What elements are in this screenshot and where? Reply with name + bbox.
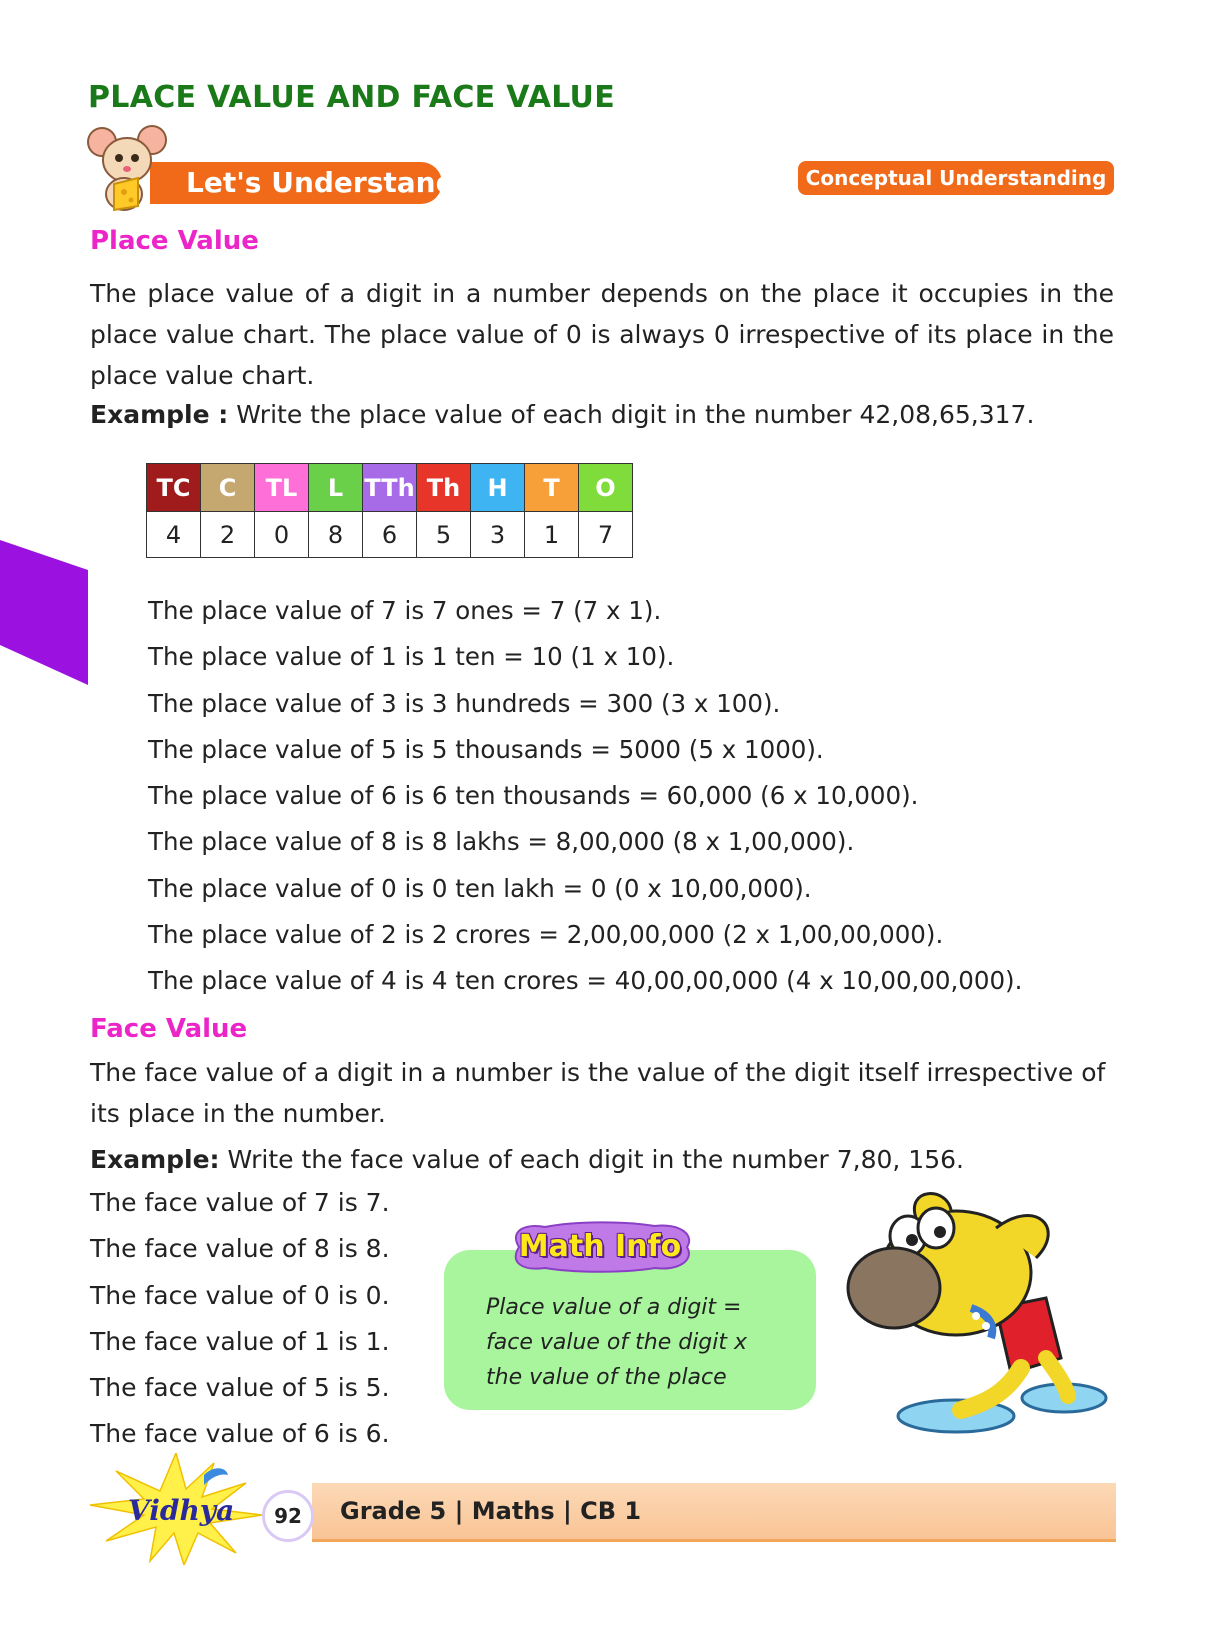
list-item: The place value of 6 is 6 ten thousands = 60,000 (6 x 10,000). (148, 781, 919, 811)
chart-header-tth: TTh (363, 464, 417, 512)
chart-header-tl: TL (255, 464, 309, 512)
list-item: The place value of 8 is 8 lakhs = 8,00,000 (8 x 1,00,000). (148, 827, 855, 857)
example-label: Example: (90, 1145, 220, 1174)
footer-subject: Maths (471, 1497, 555, 1525)
place-value-chart-digit-row (147, 512, 633, 558)
list-item: The face value of 5 is 5. (90, 1373, 390, 1403)
list-item: The face value of 0 is 0. (90, 1280, 390, 1310)
math-info-label: Math Info (518, 1229, 682, 1264)
conceptual-understanding-badge: Conceptual Understanding (798, 161, 1114, 195)
list-item: The place value of 0 is 0 ten lakh = 0 (0 x 10,00,000). (148, 873, 812, 903)
list-item: The place value of 2 is 2 crores = 2,00,00,000 (2 x 1,00,00,000). (148, 920, 944, 950)
list-item: The face value of 8 is 8. (90, 1234, 390, 1264)
chart-header-c: C (201, 464, 255, 512)
math-info-line: Place value of a digit = (486, 1295, 742, 1320)
list-item: The place value of 4 is 4 ten crores = 40,00,00,000 (4 x 10,00,00,000). (148, 966, 1023, 996)
chart-digit: 4 (147, 512, 201, 558)
place-value-lines (148, 588, 1022, 1005)
list-item: The place value of 3 is 3 hundreds = 300 (3 x 100). (148, 688, 781, 718)
chart-header-o: O (579, 464, 633, 512)
place-value-example (90, 400, 1034, 429)
mouse-icon (86, 122, 174, 214)
page-number: 92 (262, 1490, 314, 1542)
place-value-paragraph: The place value of a digit in a number depends on the place it occupies in the place value chart. The place value of 0 is always 0 irrespective of its place in the place value chart. (90, 279, 1114, 390)
chart-header-th: Th (417, 464, 471, 512)
chart-digit: 8 (309, 512, 363, 558)
side-tab-decoration (0, 540, 88, 685)
footer-separator: | (563, 1497, 572, 1525)
chart-digit: 5 (417, 512, 471, 558)
vidhya-logo-text: Vidhya (128, 1494, 235, 1527)
footer-separator: | (454, 1497, 464, 1525)
example-text: Write the face value of each digit in the number 7,80, 156. (219, 1145, 964, 1174)
dog-illustration (846, 1188, 1116, 1438)
footer-book-info (340, 1487, 641, 1535)
lets-understand-label: Let's Understand (186, 166, 456, 199)
face-value-lines (90, 1180, 390, 1458)
example-text: Write the place value of each digit in the number 42,08,65,317. (228, 400, 1035, 429)
list-item: The place value of 5 is 5 thousands = 5000 (5 x 1000). (148, 734, 824, 764)
footer-grade: Grade 5 (340, 1497, 447, 1525)
chart-digit: 6 (363, 512, 417, 558)
place-value-heading: Place Value (90, 226, 259, 256)
math-info-line: the value of the place (486, 1365, 727, 1390)
chart-header-l: L (309, 464, 363, 512)
example-label: Example : (90, 400, 229, 429)
face-value-paragraph: The face value of a digit in a number is the value of the digit itself irrespective of its place in the number. (90, 1058, 1106, 1128)
lets-understand-banner (150, 162, 456, 204)
list-item: The face value of 6 is 6. (90, 1419, 390, 1449)
chart-header-h: H (471, 464, 525, 512)
page-title: PLACE VALUE AND FACE VALUE (88, 80, 616, 115)
footer-book: CB 1 (580, 1497, 642, 1525)
chart-header-t: T (525, 464, 579, 512)
math-info-text (486, 1290, 806, 1395)
math-info-line: face value of the digit x (486, 1330, 748, 1355)
place-value-chart-header-row (147, 464, 633, 512)
list-item: The place value of 1 is 1 ten = 10 (1 x 10). (148, 642, 675, 672)
chart-header-tc: TC (147, 464, 201, 512)
chart-digit: 0 (255, 512, 309, 558)
list-item: The face value of 1 is 1. (90, 1326, 390, 1356)
face-value-heading: Face Value (90, 1014, 248, 1044)
list-item: The place value of 7 is 7 ones = 7 (7 x 1). (148, 596, 662, 625)
face-value-example (90, 1145, 964, 1174)
place-value-chart (146, 463, 633, 558)
chart-digit: 3 (471, 512, 525, 558)
chart-digit: 1 (525, 512, 579, 558)
list-item: The face value of 7 is 7. (90, 1188, 390, 1217)
chart-digit: 7 (579, 512, 633, 558)
chart-digit: 2 (201, 512, 255, 558)
